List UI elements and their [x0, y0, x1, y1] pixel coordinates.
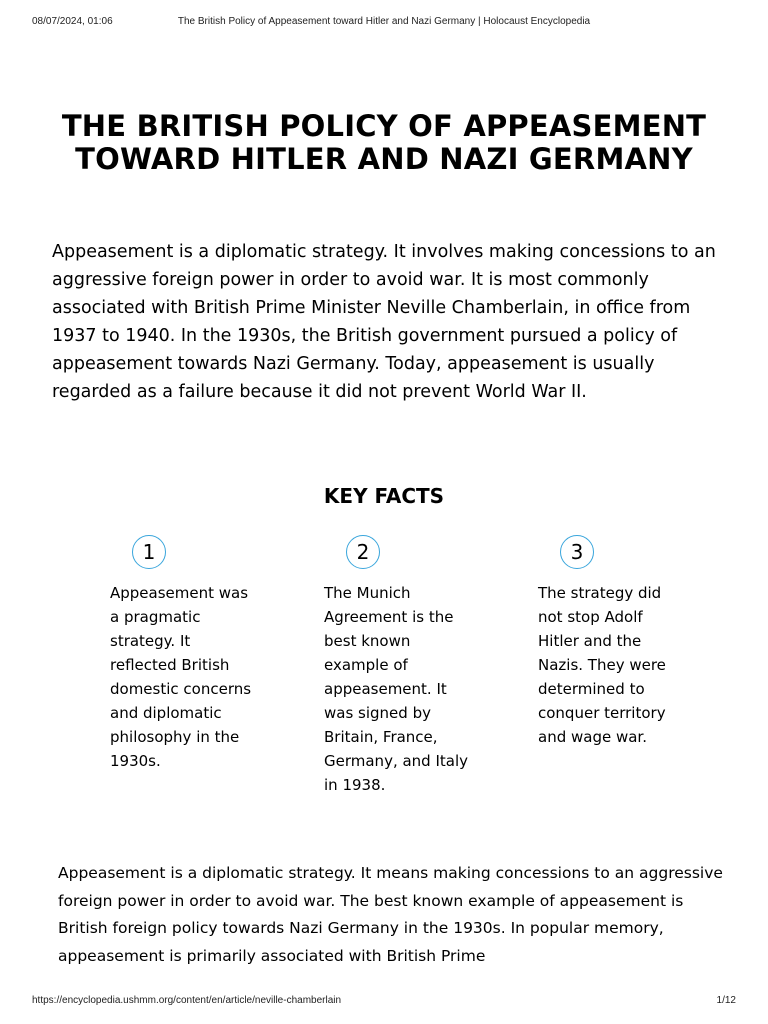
- intro-paragraph: Appeasement is a diplomatic strategy. It involves making concessions to an aggressive foreign power in order to avoid war. It is most commonly associated with British Prime Minister Neville Chamberlain, in office from 1937 to 1940. In the 1930s, the British government pursued a policy of appeasement towards Nazi Germany. Today, appeasement is usually regarded as a failure because it did not prevent World War II.: [52, 242, 716, 402]
- body-paragraph: Appeasement is a diplomatic strategy. It means making concessions to an aggressive foreign power in order to avoid war. The best known example of appeasement is British foreign policy towards Nazi Germany in the 1930s. In popular memory, appeasement is primarily associated with British Prime: [58, 864, 723, 965]
- print-date: 08/07/2024, 01:06: [32, 16, 113, 27]
- fact-number-badge: 3: [560, 535, 594, 569]
- fact-text: Appeasement was a pragmatic strategy. It reflected British domestic concerns and diplomatic philosophy in the 1930s.: [110, 584, 252, 770]
- article-url-link[interactable]: https://encyclopedia.ushmm.org/content/en/article/neville-chamberlain: [32, 995, 342, 1006]
- fact-number-badge: 1: [132, 535, 166, 569]
- key-fact-2: [324, 535, 484, 797]
- page-number: 1/12: [716, 995, 736, 1006]
- print-document-title: The British Policy of Appeasement toward Hitler and Nazi Germany | Holocaust Encyclopedia: [177, 16, 591, 27]
- page-title: THE BRITISH POLICY OF APPEASEMENT TOWARD HITLER AND NAZI GERMANY: [61, 109, 707, 176]
- key-fact-1: [110, 535, 270, 773]
- fact-text: The Munich Agreement is the best known example of appeasement. It was signed by Britain, France, Germany, and Italy in 1938.: [324, 584, 469, 794]
- fact-text: The strategy did not stop Adolf Hitler and the Nazis. They were determined to conquer territory and wage war.: [538, 584, 666, 746]
- fact-number-badge: 2: [346, 535, 380, 569]
- key-fact-3: [538, 535, 698, 749]
- key-facts-heading: KEY FACTS: [323, 484, 445, 508]
